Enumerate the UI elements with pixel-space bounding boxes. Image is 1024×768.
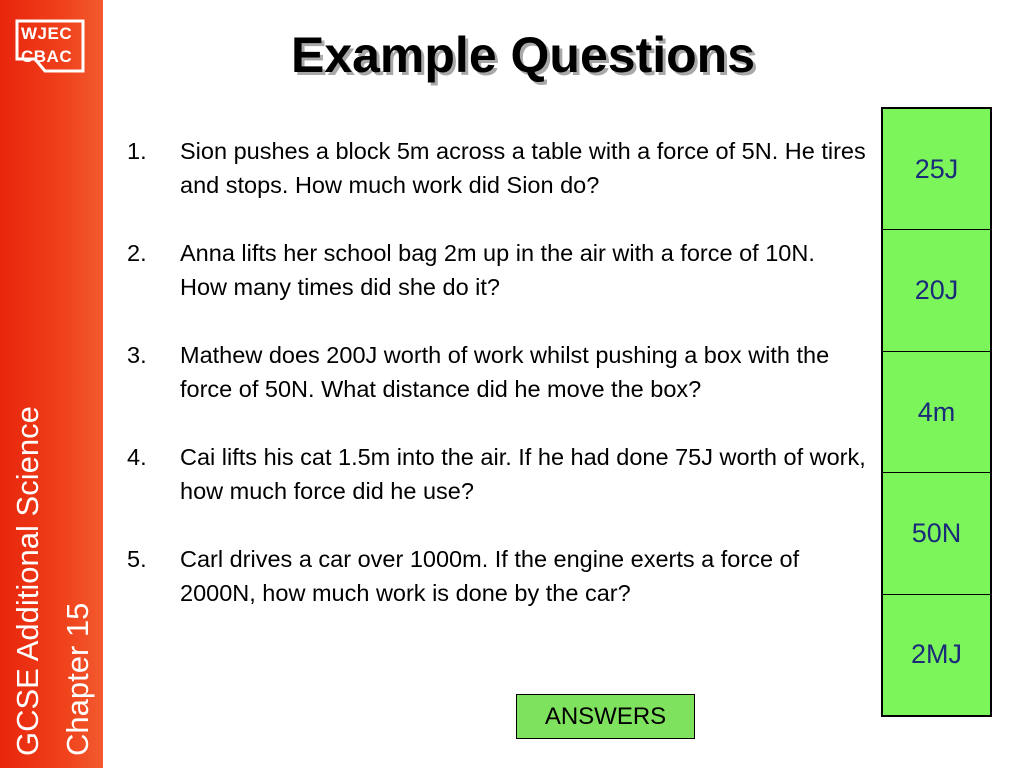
question-text: Cai lifts his cat 1.5m into the air. If he had done 75J worth of work, how much force did he use? [180, 444, 866, 504]
sidebar [0, 0, 103, 768]
question-item [127, 440, 867, 508]
answer-cell: 4m [883, 352, 990, 473]
question-number: 5. [127, 546, 147, 572]
question-text: Sion pushes a block 5m across a table with a force of 5N. He tires and stops. How much work did Sion do? [180, 138, 866, 198]
question-list [127, 134, 867, 644]
question-text: Carl drives a car over 1000m. If the engine exerts a force of 2000N, how much work is done by the car? [180, 546, 800, 606]
question-number: 4. [127, 444, 147, 470]
answer-cell: 20J [883, 230, 990, 351]
question-number: 1. [127, 138, 147, 164]
sidebar-course-title: GCSE Additional Science [10, 406, 45, 756]
question-item [127, 236, 867, 304]
question-number: 2. [127, 240, 147, 266]
question-text: Anna lifts her school bag 2m up in the air with a force of 10N. How many times did she do it? [180, 240, 815, 300]
question-text: Mathew does 200J worth of work whilst pushing a box with the force of 50N. What distance did he move the box? [180, 342, 830, 402]
question-item [127, 542, 867, 610]
answer-cell: 2MJ [910, 639, 962, 670]
logo-text-cbac: CBAC [21, 47, 73, 66]
answer-cell: 25J [883, 109, 990, 230]
sidebar-chapter: Chapter 15 [60, 602, 95, 756]
question-number: 3. [127, 342, 147, 368]
page-title: Example Questions [290, 27, 756, 83]
answers-button[interactable]: ANSWERS [516, 694, 695, 739]
question-item [127, 134, 867, 202]
question-item [127, 338, 867, 406]
logo-text-wjec: WJEC [21, 24, 73, 43]
answers-table [881, 107, 992, 717]
answer-cell: 50N [883, 473, 990, 594]
